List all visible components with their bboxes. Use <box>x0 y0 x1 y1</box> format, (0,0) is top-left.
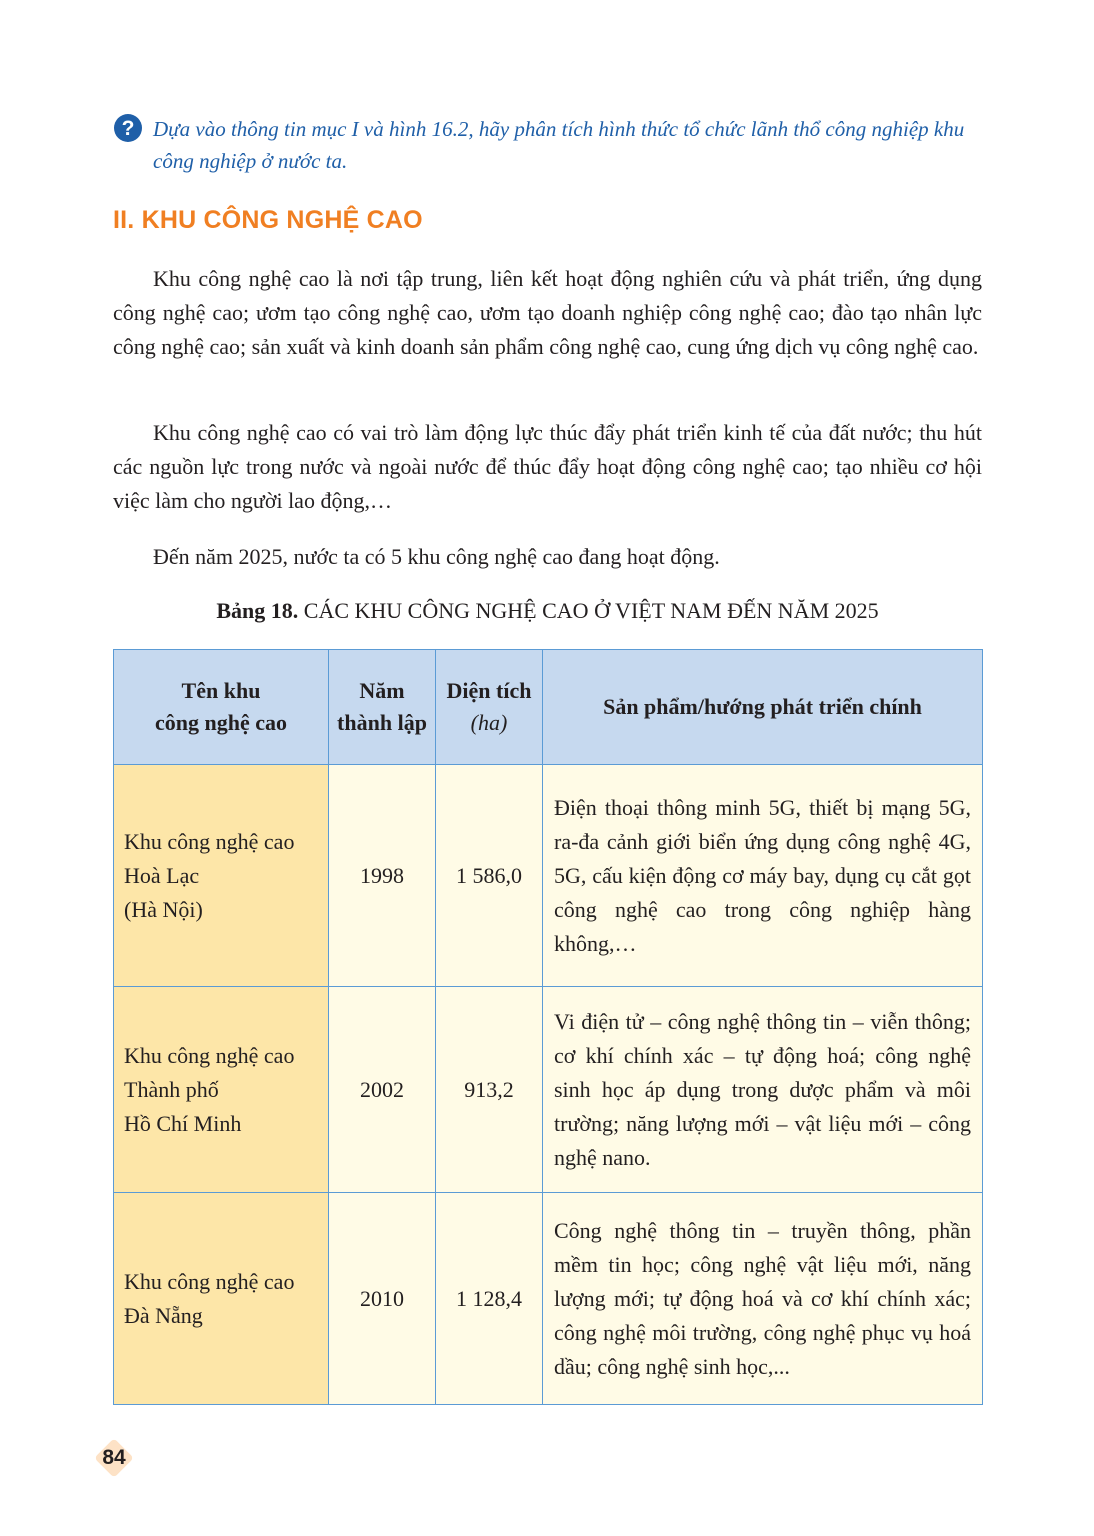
header-name <box>114 650 329 765</box>
park-name-line: Khu công nghệ cao <box>124 1268 295 1294</box>
park-area-cell: 913,2 <box>436 987 543 1193</box>
table-row <box>114 1193 983 1405</box>
table-caption-label: Bảng 18. <box>216 598 299 623</box>
header-year-line2: thành lập <box>337 710 427 735</box>
header-year-line1: Năm <box>359 678 405 703</box>
park-year-cell: 2002 <box>329 987 436 1193</box>
park-product-cell: Công nghệ thông tin – truyền thông, phần mềm tin học; công nghệ vật liệu mới, năng lượng mới; tự động hoá và cơ khí chính xác; công nghệ môi trường, công nghệ phục vụ hoá dầu; công nghệ sinh học,... <box>543 1193 983 1405</box>
park-name-line: Hồ Chí Minh <box>124 1110 242 1136</box>
header-year <box>329 650 436 765</box>
park-area-cell: 1 128,4 <box>436 1193 543 1405</box>
svg-text:?: ? <box>121 117 135 140</box>
table-caption <box>113 598 982 624</box>
park-year-cell: 2010 <box>329 1193 436 1405</box>
park-product-cell: Điện thoại thông minh 5G, thiết bị mạng 5G, ra-đa cảnh giới biển ứng dụng công nghệ 4G, 5G, cấu kiện động cơ máy bay, dụng cụ cắt gọt công nghệ cao trong công nghiệp hàng không,… <box>543 765 983 987</box>
table-row <box>114 765 983 987</box>
table-row <box>114 987 983 1193</box>
park-area-cell: 1 586,0 <box>436 765 543 987</box>
header-area-unit: (ha) <box>470 710 508 735</box>
header-product: Sản phẩm/hướng phát triển chính <box>543 650 983 765</box>
park-name-line: Khu công nghệ cao <box>124 1042 295 1068</box>
park-name-cell <box>114 987 329 1193</box>
park-year-cell: 1998 <box>329 765 436 987</box>
table-caption-title: CÁC KHU CÔNG NGHỆ CAO Ở VIỆT NAM ĐẾN NĂM 2025 <box>303 598 879 623</box>
tech-parks-table <box>113 649 983 1405</box>
park-name-line: (Hà Nội) <box>124 896 203 922</box>
park-product-cell: Vi điện tử – công nghệ thông tin – viễn thông; cơ khí chính xác – tự động hoá; công nghệ sinh học áp dụng trong dược phẩm và môi trường; năng lượng mới – vật liệu mới – công nghệ nano. <box>543 987 983 1193</box>
table-header-row <box>114 650 983 765</box>
header-name-line1: Tên khu <box>181 678 261 703</box>
park-name-line: Đà Nẵng <box>124 1302 203 1328</box>
park-name-cell <box>114 1193 329 1405</box>
page-number-text: 84 <box>102 1446 126 1469</box>
section-title: II. KHU CÔNG NGHỆ CAO <box>113 206 423 234</box>
question-box <box>113 113 993 177</box>
header-name-line2: công nghệ cao <box>155 710 287 735</box>
page-number <box>93 1437 135 1479</box>
park-name-line: Hoà Lạc <box>124 862 200 888</box>
header-area-line1: Diện tích <box>446 678 532 703</box>
park-name-line: Khu công nghệ cao <box>124 828 295 854</box>
paragraph-role: Khu công nghệ cao có vai trò làm động lực thúc đẩy phát triển kinh tế của đất nước; thu hút các nguồn lực trong nước và ngoài nước để thúc đẩy hoạt động công nghệ cao; tạo nhiều cơ hội việc làm cho người lao động,… <box>113 420 982 513</box>
question-text: Dựa vào thông tin mục I và hình 16.2, hãy phân tích hình thức tổ chức lãnh thổ công nghiệp khu công nghiệp ở nước ta. <box>153 117 965 173</box>
paragraph-count: Đến năm 2025, nước ta có 5 khu công nghệ cao đang hoạt động. <box>153 544 720 569</box>
park-name-line: Thành phố <box>124 1076 219 1102</box>
paragraph-definition: Khu công nghệ cao là nơi tập trung, liên kết hoạt động nghiên cứu và phát triển, ứng dụng công nghệ cao; ươm tạo công nghệ cao, ươm tạo doanh nghiệp công nghệ cao; đào tạo nhân lực công nghệ cao; sản xuất và kinh doanh sản phẩm công nghệ cao, cung ứng dịch vụ công nghệ cao. <box>113 266 982 359</box>
question-icon <box>113 113 143 143</box>
park-name-cell <box>114 765 329 987</box>
header-area <box>436 650 543 765</box>
